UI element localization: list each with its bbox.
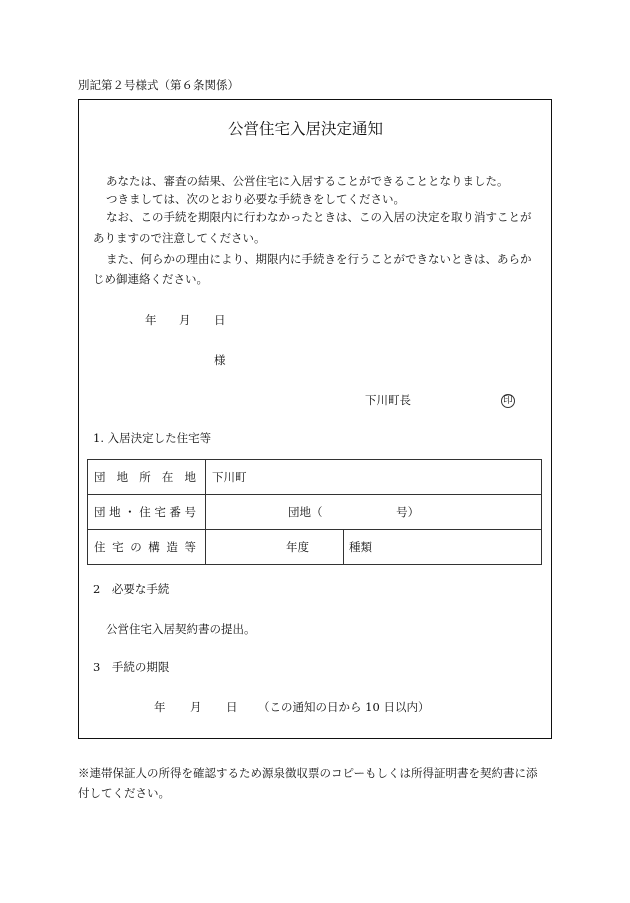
- label-char: 住: [139, 505, 151, 519]
- row-label: [94, 539, 196, 555]
- paragraph-line: また、何らかの理由により、期限内に手続きを行うことができないときは、あらか: [106, 252, 532, 266]
- label-char: 所: [139, 470, 151, 484]
- label-char: 在: [161, 470, 174, 484]
- label-char: の: [130, 540, 142, 554]
- label-char: 地: [109, 505, 121, 519]
- label-char: 団: [94, 470, 106, 484]
- section2-body: 公営住宅入居契約書の提出。: [106, 622, 256, 636]
- kind-cell: 種類: [344, 530, 542, 565]
- document-title: 公営住宅入居決定通知: [228, 120, 384, 138]
- date-day: 日: [214, 313, 226, 327]
- paragraph-line: つきましては、次のとおり必要な手続きをしてください。: [106, 192, 405, 206]
- label-char: 番: [169, 505, 181, 519]
- deadline-day: 日: [226, 700, 238, 714]
- row-label: [94, 504, 196, 520]
- number-cell: [206, 495, 542, 530]
- footnote-line: 付してください。: [78, 786, 170, 800]
- label-char: 造: [166, 540, 178, 554]
- label-char: 宅: [112, 540, 124, 554]
- deadline-month: 月: [190, 700, 202, 714]
- label-char: 地: [184, 470, 196, 484]
- section3-heading: 3 手続の期限: [93, 660, 170, 674]
- paragraph-line: ありますので注意してください。: [93, 231, 266, 245]
- date-year: 年: [145, 313, 157, 327]
- form-reference: 別記第２号様式（第６条関係）: [78, 78, 239, 92]
- label-cell: [88, 495, 206, 530]
- deadline-year: 年: [154, 700, 166, 714]
- date-month: 月: [179, 313, 191, 327]
- label-char: 団: [94, 505, 106, 519]
- label-char: 号: [184, 505, 196, 519]
- paragraph-line: あなたは、審査の結果、公営住宅に入居することができることとなりました。: [106, 174, 509, 188]
- label-cell: [88, 530, 206, 565]
- location-value: 下川町: [206, 460, 542, 495]
- label-char: 構: [148, 540, 160, 554]
- label-char: 地: [116, 470, 129, 484]
- deadline-note: （この通知の日から 10 日以内）: [258, 700, 430, 714]
- label-char: 宅: [154, 505, 166, 519]
- number-suffix: 号）: [396, 505, 420, 519]
- label-cell: [88, 460, 206, 495]
- issuer-name: 下川町長: [365, 393, 411, 407]
- section2-heading: 2 必要な手続: [93, 582, 170, 596]
- row-label: [94, 469, 196, 485]
- label-char: 住: [94, 540, 106, 554]
- paragraph-line: じめ御連絡ください。: [93, 272, 208, 286]
- label-char: ・: [124, 505, 136, 519]
- section1-heading: 1. 入居決定した住宅等: [93, 431, 212, 445]
- addressee-suffix: 様: [214, 353, 226, 367]
- seal-mark: [501, 394, 515, 408]
- paragraph-line: なお、この手続を期限内に行わなかったときは、この入居の決定を取り消すことが: [106, 210, 532, 224]
- label-char: 等: [184, 540, 196, 554]
- housing-table: [87, 459, 542, 565]
- fiscal-year-cell: 年度: [206, 530, 344, 565]
- table-row: [88, 495, 542, 530]
- footnote-line: ※連帯保証人の所得を確認するため源泉徴収票のコピーもしくは所得証明書を契約書に添: [78, 766, 538, 780]
- danchi-label: 団地（: [288, 505, 323, 519]
- table-row: [88, 460, 542, 495]
- table-row: [88, 530, 542, 565]
- seal-icon: 印: [501, 394, 515, 408]
